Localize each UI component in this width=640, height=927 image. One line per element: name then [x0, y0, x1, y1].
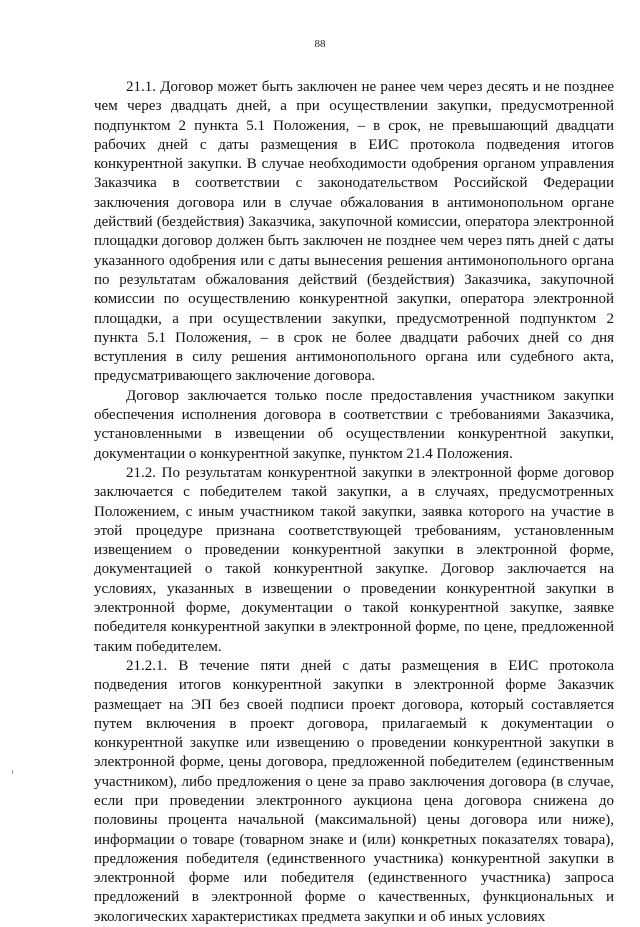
paragraph-contract-security: Договор заключается только после предоставления участником закупки обеспечения исполнения договора в соответствии с требованиями Заказчика, установленными в извещении об осуществлении конкурентной закупки, документации о конкурентной закупке, пунктом 21.4 Положения. [94, 387, 614, 462]
scan-mark [12, 770, 13, 774]
document-body [94, 78, 614, 927]
paragraph-21-1: 21.1. Договор может быть заключен не ранее чем через десять и не позднее чем через двадцать дней, а при осуществлении закупки, предусмотренной подпунктом 2 пункта 5.1 Положения, – в срок, не превышающий двадцати рабочих дней с даты размещения в ЕИС протокола подведения итогов конкурентной закупки. В случае необходимости одобрения органом управления Заказчика в соответствии с законодательством Российской Федерации заключения договора или в случае обжалования в антимонопольном органе действий (бездействия) Заказчика, закупочной комиссии, оператора электронной площадки договор должен быть заключен не позднее чем через пять дней с даты указанного одобрения или с даты вынесения решения антимонопольного органа по результатам обжалования действий (бездействия) Заказчика, закупочной комиссии по осуществлению конкурентной закупки, оператора электронной площадки, а при осуществлении закупки, предусмотренной подпунктом 2 пункта 5.1 Положения, – в срок не более двадцати рабочих дней со дня вступления в силу решения антимонопольного органа или судебного акта, предусматривающего заключение договора. [94, 79, 614, 385]
page-number: 88 [314, 38, 326, 50]
paragraph-21-2-1: 21.2.1. В течение пяти дней с даты размещения в ЕИС протокола подведения итогов конкурентной закупки в электронной форме Заказчик размещает на ЭП без своей подписи проект договора, который составляется путем включения в проект договора, прилагаемый к документации о конкурентной закупке или извещению о проведении конкурентной закупки в электронной форме, цены договора, предложенной победителем (единственным участником), либо предложения о цене за право заключения договора (в случае, если при проведении электронного аукциона цена договора снижена до половины процента начальной (максимальной) цены договора или ниже), информации о товаре (товарном знаке и (или) конкретных показателях товара), предложения победителя (единственного участника) конкурентной закупки в электронной форме или победителя (единственного участника) запроса предложений в электронной форме о качественных, функциональных и экологических характеристиках предмета закупки и об иных условиях [94, 657, 614, 925]
paragraph-21-2: 21.2. По результатам конкурентной закупки в электронной форме договор заключается с победителем такой закупки, а в случаях, предусмотренных Положением, с иным участником такой закупки, заявка которого на участие в этой процедуре признана соответствующей требованиям, установленным извещением о проведении конкурентной закупки в электронной форме, документацией о такой конкурентной закупке. Договор заключается на условиях, указанных в извещении о проведении конкурентной закупки в электронной форме, документации о такой конкурентной закупке, заявке победителя конкурентной закупки в электронной форме, по цене, предложенной таким победителем. [94, 464, 614, 655]
